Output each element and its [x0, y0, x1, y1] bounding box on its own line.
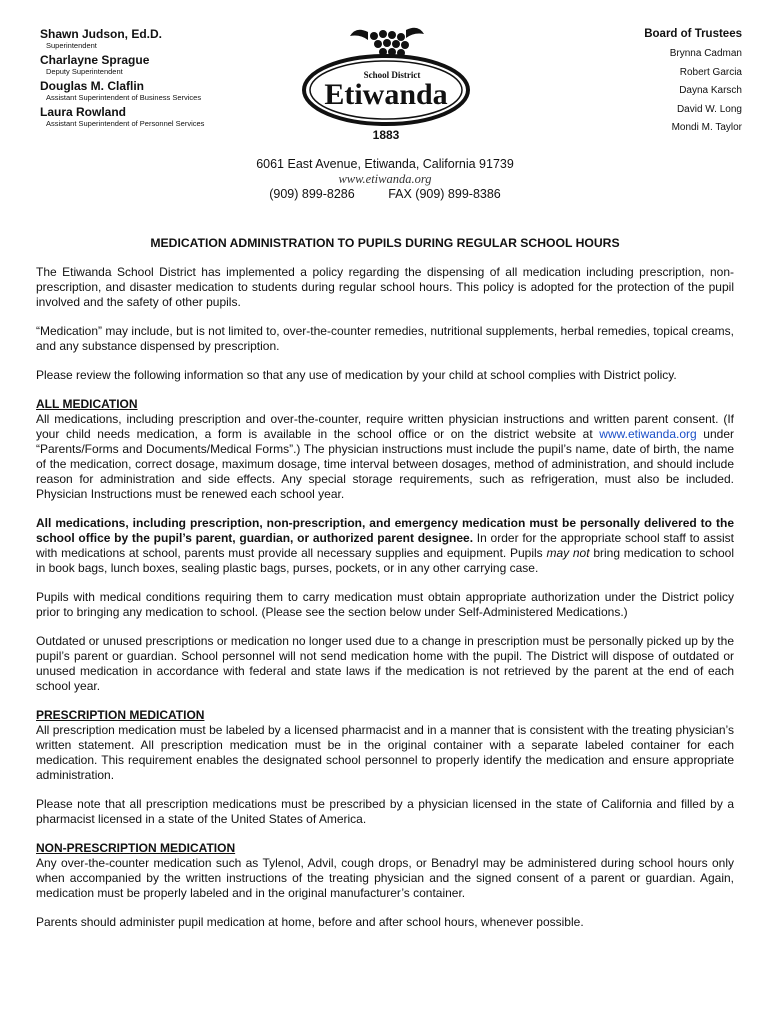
prescription-paragraph: Please note that all prescription medications must be prescribed by a physician licensed in the state of California and filled by a pharmacist licensed in a state of the United States of America. — [36, 797, 734, 826]
fax-number: FAX (909) 899-8386 — [388, 187, 501, 201]
nonprescription-paragraph: Parents should administer pupil medication at home, before and after school hours, whenever possible. — [36, 915, 584, 929]
trustee-name: Dayna Karsch — [679, 85, 742, 96]
website-link[interactable]: www.etiwanda.org — [338, 172, 432, 186]
carry-paragraph: Pupils with medical conditions requiring them to carry medication must obtain appropriate authorization under the District policy prior to bringing any medication to school. (Please see the section below under Self-Administered Medications.) — [36, 590, 734, 619]
admin-title: Deputy Superintendent — [46, 67, 123, 76]
text-run: under “Parents/Forms and Documents/Medical Forms”.) The physician instructions must include the pupil’s name, date of birth, the name of the medication, correct dosage, maximum dosage, time interval between dosages, method of administration, and should include reason for administration and side effects. Any special storage requirements, such as refrigeration, must also be included. Physician Instructions must be renewed each school year. — [36, 427, 734, 501]
outdated-paragraph: Outdated or unused prescriptions or medication no longer used due to a change in prescription must be personally picked up by the pupil’s parent or guardian. School personnel will not send medication home with the pupil. The District will dispose of outdated or unused medication in accordance with federal and state laws if the medication is not retrieved by the parent at the end of each school year. — [36, 634, 734, 693]
logo-subtitle: School District — [363, 70, 421, 80]
document-title: MEDICATION ADMINISTRATION TO PUPILS DURING REGULAR SCHOOL HOURS — [150, 236, 620, 250]
logo-year: 1883 — [372, 128, 400, 142]
admin-name: Douglas M. Claflin — [40, 79, 145, 93]
trustee-name: Robert Garcia — [679, 66, 742, 78]
admin-title: Assistant Superintendent of Business Services — [46, 93, 202, 102]
intro-paragraph: Please review the following information so that any use of medication by your child at school complies with District policy. — [36, 368, 677, 382]
all-medication-paragraph — [36, 412, 734, 502]
bold-text: All medications, including prescription, non-prescription, and emergency medication must be personally delivered to the school office by the pupil’s parent, guardian, or authorized parent designee. — [36, 516, 734, 545]
intro-paragraph: “Medication” may include, but is not limited to, over-the-counter remedies, nutritional supplements, herbal remedies, topical creams, and any substance dispensed by prescription. — [36, 324, 734, 353]
intro-paragraph: The Etiwanda School District has implemented a policy regarding the dispensing of all medication including prescription, non-prescription, and disaster medication to students during regular school hours. This policy is adopted for the protection of the pupil involved and the safety of other pupils. — [36, 265, 734, 309]
trustee-name: David W. Long — [676, 103, 742, 115]
phone-number: (909) 899-8286 — [269, 187, 355, 201]
board-title: Board of Trustees — [644, 28, 742, 40]
trustee-name: Mondi M. Taylor — [671, 122, 742, 133]
address: 6061 East Avenue, Etiwanda, California 91739 — [256, 157, 514, 171]
delivery-paragraph — [36, 516, 734, 576]
phone-line — [0, 187, 770, 202]
text-run: bring medication to school in book bags, lunch boxes, sealing plastic bags, purses, pockets, or in any other carrying case. — [36, 546, 735, 575]
district-logo — [296, 22, 476, 148]
prescription-paragraph: All prescription medication must be labeled by a licensed pharmacist and in a manner that is consistent with the treating physician’s written statement. All prescription medication must be in the original container with a separate labeled container for each medication. This requirement enables the designated school personnel to properly identify the medication and ensure appropriate administration. — [36, 723, 734, 782]
contact-block — [0, 157, 770, 202]
document-body — [36, 236, 734, 944]
admin-name: Shawn Judson, Ed.D. — [40, 27, 163, 41]
text-run: All medications, including prescription and over-the-counter, require written physician instructions and written parent consent. (If your child needs medication, a form is available in the school office or on the district website at — [36, 412, 734, 441]
section-heading-all-medication: ALL MEDICATION — [36, 397, 138, 411]
trustee-name: Brynna Cadman — [669, 48, 742, 59]
logo-name: Etiwanda — [324, 78, 448, 111]
section-heading-nonprescription: NON-PRESCRIPTION MEDICATION — [36, 841, 236, 855]
admin-name: Laura Rowland — [40, 105, 127, 119]
nonprescription-paragraph: Any over-the-counter medication such as Tylenol, Advil, cough drops, or Benadryl may be administered during school hours only when accompanied by the written instructions of the treating physician and the signed consent of a parent or guardian. Again, medication must be properly labeled and in the original manufacturer’s container. — [36, 856, 734, 900]
administrators-block — [40, 28, 270, 132]
board-of-trustees — [582, 28, 742, 141]
section-heading-prescription: PRESCRIPTION MEDICATION — [36, 708, 205, 722]
website-link[interactable]: www.etiwanda.org — [599, 427, 697, 441]
admin-name: Charlayne Sprague — [40, 53, 150, 67]
italic-text: may not — [546, 546, 590, 560]
logo-emblem-icon — [296, 22, 476, 128]
text-run: In order for the appropriate school staff to assist with medications at school, parents must provide all necessary supplies and equipment. Pupils — [36, 531, 735, 560]
admin-title: Superintendent — [46, 41, 97, 50]
admin-title: Assistant Superintendent of Personnel Services — [46, 119, 205, 128]
